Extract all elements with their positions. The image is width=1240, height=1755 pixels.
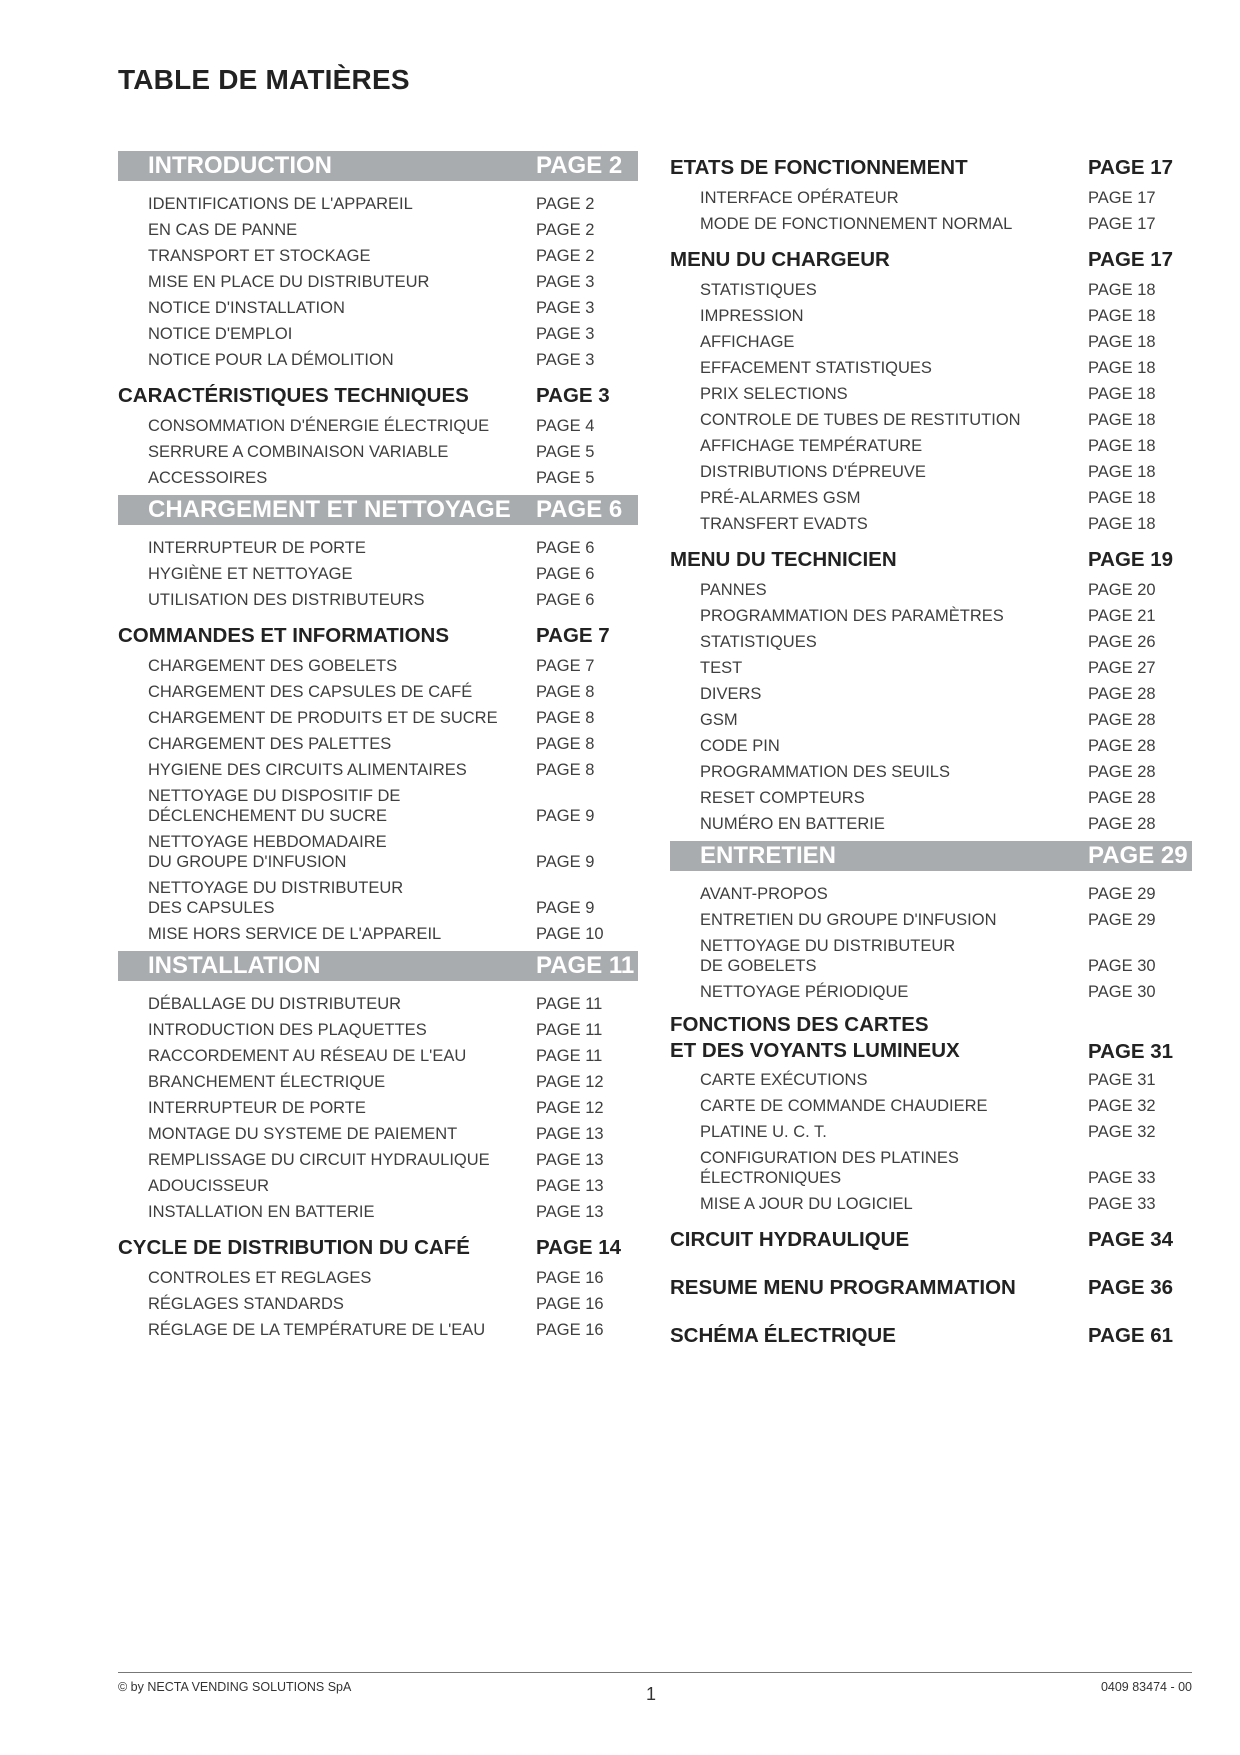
- entry-title: ADOUCISSEUR: [148, 1177, 270, 1195]
- toc-entry[interactable]: [118, 561, 638, 587]
- entry-page-ref: PAGE 13: [536, 1177, 604, 1195]
- toc-entry[interactable]: [670, 1119, 1192, 1145]
- entry-page-ref: PAGE 16: [536, 1321, 604, 1339]
- section-page-ref: PAGE 34: [1088, 1228, 1174, 1251]
- entry-page-ref: PAGE 18: [1088, 385, 1156, 403]
- entry-page-ref: PAGE 11: [536, 995, 603, 1013]
- toc-entry[interactable]: [118, 829, 638, 875]
- section-title: MENU DU CHARGEUR: [670, 248, 890, 271]
- toc-entry[interactable]: [118, 1317, 638, 1343]
- entry-title: PRIX SELECTIONS: [700, 385, 848, 403]
- toc-entry[interactable]: [670, 681, 1192, 707]
- toc-entry[interactable]: [118, 731, 638, 757]
- entry-page-ref: PAGE 8: [536, 761, 595, 779]
- toc-entry[interactable]: [118, 653, 638, 679]
- toc-entry-list: [118, 1265, 638, 1343]
- toc-entry[interactable]: [670, 459, 1192, 485]
- toc-entry[interactable]: [118, 347, 638, 373]
- toc-entry[interactable]: [670, 707, 1192, 733]
- entry-title: NOTICE D'EMPLOI: [148, 325, 293, 343]
- toc-entry[interactable]: [118, 1043, 638, 1069]
- entry-page-ref: PAGE 20: [1088, 581, 1156, 599]
- entry-title: MISE EN PLACE DU DISTRIBUTEUR: [148, 273, 430, 291]
- entry-title: RESET COMPTEURS: [700, 789, 865, 807]
- entry-page-ref: PAGE 30: [1088, 957, 1156, 975]
- entry-page-ref: PAGE 29: [1088, 885, 1156, 903]
- toc-entry[interactable]: [670, 511, 1192, 537]
- section-title: MENU DU TECHNICIEN: [670, 548, 897, 571]
- toc-entry[interactable]: [118, 1147, 638, 1173]
- line: DÉCLENCHEMENT DU SUCRE: [148, 807, 387, 825]
- toc-entry[interactable]: [118, 705, 638, 731]
- toc-right-column: [670, 151, 1192, 1361]
- line: CONFIGURATION DES PLATINES: [700, 1149, 959, 1167]
- section-page-ref: PAGE 6: [536, 496, 623, 523]
- entry-page-ref: PAGE 33: [1088, 1195, 1156, 1213]
- toc-section-heading[interactable]: [670, 543, 1192, 577]
- entry-page-ref: PAGE 18: [1088, 411, 1156, 429]
- entry-title: AVANT-PROPOS: [700, 885, 828, 903]
- entry-page-ref: PAGE 26: [1088, 633, 1156, 651]
- entry-title: MISE A JOUR DU LOGICIEL: [700, 1195, 913, 1213]
- toc-entry[interactable]: [670, 433, 1192, 459]
- toc-entry[interactable]: [118, 679, 638, 705]
- entry-title: DISTRIBUTIONS D'ÉPREUVE: [700, 463, 926, 481]
- entry-title: INTERRUPTEUR DE PORTE: [148, 539, 366, 557]
- entry-page-ref: PAGE 21: [1088, 607, 1156, 625]
- entry-title: TRANSPORT ET STOCKAGE: [148, 247, 371, 265]
- section-title: CARACTÉRISTIQUES TECHNIQUES: [118, 384, 469, 407]
- spacer: [670, 1305, 1192, 1313]
- toc-section-heading[interactable]: [118, 619, 638, 653]
- entry-title: INSTALLATION EN BATTERIE: [148, 1203, 375, 1221]
- toc-section-heading[interactable]: [670, 1011, 1192, 1067]
- section-title: ENTRETIEN: [700, 842, 837, 869]
- entry-title: CONTROLE DE TUBES DE RESTITUTION: [700, 411, 1021, 429]
- section-page-ref: PAGE 36: [1088, 1276, 1174, 1299]
- section-page-ref: PAGE 14: [536, 1236, 622, 1259]
- entry-page-ref: PAGE 18: [1088, 489, 1156, 507]
- section-page-ref: PAGE 17: [1088, 156, 1174, 179]
- toc-entry[interactable]: [118, 875, 638, 921]
- toc-entry[interactable]: [670, 629, 1192, 655]
- entry-title: MISE HORS SERVICE DE L'APPAREIL: [148, 925, 442, 943]
- entry-title: MONTAGE DU SYSTEME DE PAIEMENT: [148, 1125, 458, 1143]
- toc-entry[interactable]: [670, 785, 1192, 811]
- entry-page-ref: PAGE 2: [536, 221, 595, 239]
- entry-page-ref: PAGE 18: [1088, 359, 1156, 377]
- line: FONCTIONS DES CARTES: [670, 1013, 929, 1036]
- toc-entry[interactable]: [118, 921, 638, 947]
- section-title: ETATS DE FONCTIONNEMENT: [670, 156, 968, 179]
- toc-entry-list: [118, 535, 638, 613]
- entry-page-ref: PAGE 3: [536, 325, 595, 343]
- entry-page-ref: PAGE 16: [536, 1269, 604, 1287]
- section-title: COMMANDES ET INFORMATIONS: [118, 624, 450, 647]
- entry-page-ref: PAGE 2: [536, 195, 595, 213]
- toc-entry[interactable]: [118, 243, 638, 269]
- entry-page-ref: PAGE 6: [536, 565, 595, 583]
- entry-page-ref: PAGE 3: [536, 273, 595, 291]
- toc-entry-list: [118, 991, 638, 1225]
- spacer: [670, 1353, 1192, 1361]
- entry-page-ref: PAGE 5: [536, 443, 595, 461]
- entry-title: CONTROLES ET REGLAGES: [148, 1269, 372, 1287]
- entry-page-ref: PAGE 11: [536, 1021, 603, 1039]
- entry-title: HYGIENE DES CIRCUITS ALIMENTAIRES: [148, 761, 467, 779]
- entry-page-ref: PAGE 7: [536, 657, 595, 675]
- line: DU GROUPE D'INFUSION: [148, 853, 347, 871]
- toc-entry[interactable]: [118, 757, 638, 783]
- toc-entry-list: [118, 191, 638, 373]
- toc-entry[interactable]: [670, 759, 1192, 785]
- entry-page-ref: PAGE 28: [1088, 737, 1156, 755]
- entry-page-ref: PAGE 28: [1088, 685, 1156, 703]
- section-title: CHARGEMENT ET NETTOYAGE: [148, 496, 511, 523]
- toc-entry[interactable]: [118, 217, 638, 243]
- section-title: CIRCUIT HYDRAULIQUE: [670, 1228, 910, 1251]
- toc-entry[interactable]: [670, 577, 1192, 603]
- toc-section-heading[interactable]: [118, 1231, 638, 1265]
- entry-title: PROGRAMMATION DES SEUILS: [700, 763, 950, 781]
- entry-page-ref: PAGE 3: [536, 351, 595, 369]
- toc-entry-list: [670, 1067, 1192, 1217]
- toc-entry[interactable]: [670, 1191, 1192, 1217]
- section-title: RESUME MENU PROGRAMMATION: [670, 1276, 1016, 1299]
- toc-entry[interactable]: [670, 277, 1192, 303]
- entry-title: EFFACEMENT STATISTIQUES: [700, 359, 932, 377]
- entry-title: PANNES: [700, 581, 767, 599]
- entry-title: [148, 829, 387, 872]
- toc-entry[interactable]: [670, 655, 1192, 681]
- toc-entry[interactable]: [670, 881, 1192, 907]
- entry-title: RACCORDEMENT AU RÉSEAU DE L'EAU: [148, 1047, 467, 1065]
- entry-title: MODE DE FONCTIONNEMENT NORMAL: [700, 215, 1013, 233]
- toc-entry[interactable]: [118, 191, 638, 217]
- entry-title: [700, 1145, 959, 1188]
- toc-entry-list: [670, 577, 1192, 837]
- entry-page-ref: PAGE 28: [1088, 711, 1156, 729]
- toc-entry[interactable]: [118, 295, 638, 321]
- entry-title: INTERFACE OPÉRATEUR: [700, 189, 899, 207]
- entry-title: [148, 783, 400, 826]
- entry-page-ref: PAGE 27: [1088, 659, 1156, 677]
- entry-page-ref: PAGE 9: [536, 899, 595, 917]
- entry-page-ref: PAGE 18: [1088, 333, 1156, 351]
- entry-title: NOTICE POUR LA DÉMOLITION: [148, 351, 394, 369]
- entry-page-ref: PAGE 13: [536, 1203, 604, 1221]
- entry-title: INTRODUCTION DES PLAQUETTES: [148, 1021, 427, 1039]
- entry-title: IDENTIFICATIONS DE L'APPAREIL: [148, 195, 413, 213]
- section-title: SCHÉMA ÉLECTRIQUE: [670, 1324, 896, 1347]
- toc-section-heading[interactable]: [670, 1223, 1192, 1257]
- entry-page-ref: PAGE 10: [536, 925, 604, 943]
- footer-divider: [118, 1672, 1192, 1673]
- line: DES CAPSULES: [148, 899, 275, 917]
- entry-title: PROGRAMMATION DES PARAMÈTRES: [700, 607, 1004, 625]
- entry-title: SERRURE A COMBINAISON VARIABLE: [148, 443, 449, 461]
- toc-entry[interactable]: [118, 439, 638, 465]
- toc-entry[interactable]: [118, 321, 638, 347]
- entry-page-ref: PAGE 17: [1088, 189, 1156, 207]
- toc-entry[interactable]: [670, 979, 1192, 1005]
- entry-title: REMPLISSAGE DU CIRCUIT HYDRAULIQUE: [148, 1151, 490, 1169]
- entry-title: CHARGEMENT DES CAPSULES DE CAFÉ: [148, 683, 473, 701]
- entry-title: ENTRETIEN DU GROUPE D'INFUSION: [700, 911, 997, 929]
- toc-section-heading[interactable]: [670, 841, 1192, 871]
- entry-title: PRÉ-ALARMES GSM: [700, 489, 861, 507]
- entry-title: NOTICE D'INSTALLATION: [148, 299, 345, 317]
- entry-title: GSM: [700, 711, 738, 729]
- toc-entry[interactable]: [118, 1017, 638, 1043]
- entry-page-ref: PAGE 8: [536, 683, 595, 701]
- entry-title: NETTOYAGE PÉRIODIQUE: [700, 983, 909, 1001]
- entry-title: AFFICHAGE TEMPÉRATURE: [700, 437, 923, 455]
- toc-entry[interactable]: [670, 1145, 1192, 1191]
- entry-page-ref: PAGE 32: [1088, 1123, 1156, 1141]
- toc-section-heading[interactable]: [670, 1271, 1192, 1305]
- entry-title: EN CAS DE PANNE: [148, 221, 298, 239]
- toc-entry[interactable]: [670, 933, 1192, 979]
- toc-entry[interactable]: [670, 407, 1192, 433]
- entry-page-ref: PAGE 33: [1088, 1169, 1156, 1187]
- entry-page-ref: PAGE 28: [1088, 763, 1156, 781]
- section-title: INTRODUCTION: [148, 152, 332, 179]
- entry-title: CONSOMMATION D'ÉNERGIE ÉLECTRIQUE: [148, 417, 490, 435]
- line: NETTOYAGE DU DISPOSITIF DE: [148, 787, 401, 805]
- entry-page-ref: PAGE 6: [536, 591, 595, 609]
- toc-entry[interactable]: [670, 381, 1192, 407]
- section-title: [670, 1012, 960, 1064]
- entry-page-ref: PAGE 30: [1088, 983, 1156, 1001]
- entry-title: [700, 933, 955, 976]
- footer-doc-code: 0409 83474 - 00: [1100, 1680, 1192, 1694]
- entry-page-ref: PAGE 8: [536, 735, 595, 753]
- entry-page-ref: PAGE 32: [1088, 1097, 1156, 1115]
- entry-title: NUMÉRO EN BATTERIE: [700, 815, 885, 833]
- entry-title: AFFICHAGE: [700, 333, 795, 351]
- toc-entry[interactable]: [118, 465, 638, 491]
- entry-page-ref: PAGE 5: [536, 469, 595, 487]
- toc-entry[interactable]: [118, 1265, 638, 1291]
- toc-entry[interactable]: [118, 1069, 638, 1095]
- toc-section-heading[interactable]: [118, 951, 638, 981]
- section-title: INSTALLATION: [148, 952, 321, 979]
- line: NETTOYAGE DU DISTRIBUTEUR: [148, 879, 404, 897]
- entry-page-ref: PAGE 8: [536, 709, 595, 727]
- toc-entry[interactable]: [118, 1095, 638, 1121]
- toc-section-heading[interactable]: [118, 151, 638, 181]
- toc-entry[interactable]: [670, 211, 1192, 237]
- section-page-ref: PAGE 2: [536, 152, 623, 179]
- page-title: TABLE DE MATIÈRES: [118, 64, 410, 95]
- toc-entry[interactable]: [118, 413, 638, 439]
- entry-page-ref: PAGE 6: [536, 539, 595, 557]
- entry-page-ref: PAGE 12: [536, 1099, 604, 1117]
- entry-title: TEST: [700, 659, 743, 677]
- line: NETTOYAGE HEBDOMADAIRE: [148, 833, 387, 851]
- entry-page-ref: PAGE 28: [1088, 815, 1156, 833]
- spacer: [670, 1257, 1192, 1265]
- toc-section-heading[interactable]: [118, 379, 638, 413]
- section-title: CYCLE DE DISTRIBUTION DU CAFÉ: [118, 1236, 470, 1259]
- toc-entry-list: [670, 185, 1192, 237]
- entry-title: ACCESSOIRES: [148, 469, 268, 487]
- entry-page-ref: PAGE 18: [1088, 437, 1156, 455]
- entry-page-ref: PAGE 16: [536, 1295, 604, 1313]
- toc-entry[interactable]: [670, 603, 1192, 629]
- section-page-ref: PAGE 3: [536, 384, 610, 407]
- entry-page-ref: PAGE 18: [1088, 515, 1156, 533]
- line: ÉLECTRONIQUES: [700, 1169, 842, 1187]
- toc-entry[interactable]: [118, 991, 638, 1017]
- line: DE GOBELETS: [700, 957, 817, 975]
- toc-entry-list: [670, 881, 1192, 1005]
- section-page-ref: PAGE 17: [1088, 248, 1174, 271]
- entry-page-ref: PAGE 11: [536, 1047, 603, 1065]
- toc-entry-list: [118, 413, 638, 491]
- toc-entry[interactable]: [670, 329, 1192, 355]
- entry-title: RÉGLAGE DE LA TEMPÉRATURE DE L'EAU: [148, 1321, 486, 1339]
- toc-entry[interactable]: [118, 1173, 638, 1199]
- toc-entry[interactable]: [670, 907, 1192, 933]
- line: NETTOYAGE DU DISTRIBUTEUR: [700, 937, 956, 955]
- toc-entry-list: [118, 653, 638, 947]
- entry-title: UTILISATION DES DISTRIBUTEURS: [148, 591, 425, 609]
- entry-title: CHARGEMENT DE PRODUITS ET DE SUCRE: [148, 709, 498, 727]
- entry-title: BRANCHEMENT ÉLECTRIQUE: [148, 1073, 386, 1091]
- toc-entry[interactable]: [670, 485, 1192, 511]
- entry-title: [148, 875, 403, 918]
- footer-copyright: © by NECTA VENDING SOLUTIONS SpA: [118, 1680, 352, 1694]
- entry-page-ref: PAGE 28: [1088, 789, 1156, 807]
- entry-page-ref: PAGE 18: [1088, 463, 1156, 481]
- toc-entry[interactable]: [670, 303, 1192, 329]
- entry-title: STATISTIQUES: [700, 633, 817, 651]
- section-page-ref: PAGE 61: [1088, 1324, 1174, 1347]
- toc-entry[interactable]: [118, 1121, 638, 1147]
- toc-entry[interactable]: [118, 587, 638, 613]
- section-page-ref: PAGE 11: [536, 952, 635, 979]
- toc-entry[interactable]: [118, 1291, 638, 1317]
- toc-left-column: [118, 151, 638, 1347]
- section-page-ref: PAGE 19: [1088, 548, 1174, 571]
- toc-entry[interactable]: [670, 1067, 1192, 1093]
- toc-entry[interactable]: [670, 185, 1192, 211]
- toc-entry[interactable]: [670, 355, 1192, 381]
- entry-page-ref: PAGE 13: [536, 1151, 604, 1169]
- toc-entry-list: [670, 277, 1192, 537]
- toc-entry[interactable]: [670, 733, 1192, 759]
- section-page-ref: PAGE 29: [1088, 842, 1188, 869]
- toc-section-heading[interactable]: [670, 1319, 1192, 1353]
- entry-title: IMPRESSION: [700, 307, 804, 325]
- entry-title: STATISTIQUES: [700, 281, 817, 299]
- entry-title: PLATINE U. C. T.: [700, 1123, 827, 1141]
- entry-title: CARTE EXÉCUTIONS: [700, 1071, 868, 1089]
- toc-section-heading[interactable]: [670, 151, 1192, 185]
- entry-page-ref: PAGE 31: [1088, 1071, 1156, 1089]
- entry-page-ref: PAGE 4: [536, 417, 595, 435]
- entry-title: CODE PIN: [700, 737, 780, 755]
- entry-title: RÉGLAGES STANDARDS: [148, 1295, 344, 1313]
- entry-title: DÉBALLAGE DU DISTRIBUTEUR: [148, 995, 402, 1013]
- entry-page-ref: PAGE 17: [1088, 215, 1156, 233]
- toc-entry[interactable]: [118, 535, 638, 561]
- section-page-ref: PAGE 7: [536, 624, 610, 647]
- toc-section-heading[interactable]: [118, 495, 638, 525]
- toc-entry[interactable]: [670, 811, 1192, 837]
- entry-page-ref: PAGE 18: [1088, 307, 1156, 325]
- toc-entry[interactable]: [118, 783, 638, 829]
- entry-page-ref: PAGE 9: [536, 807, 595, 825]
- footer-page-number: 1: [646, 1684, 657, 1704]
- toc-entry[interactable]: [118, 269, 638, 295]
- entry-page-ref: PAGE 29: [1088, 911, 1156, 929]
- line: ET DES VOYANTS LUMINEUX: [670, 1039, 960, 1062]
- entry-title: CHARGEMENT DES PALETTES: [148, 735, 392, 753]
- entry-title: TRANSFERT EVADTS: [700, 515, 868, 533]
- section-page-ref: PAGE 31: [1088, 1040, 1174, 1063]
- entry-title: DIVERS: [700, 685, 762, 703]
- entry-page-ref: PAGE 3: [536, 299, 595, 317]
- entry-title: CHARGEMENT DES GOBELETS: [148, 657, 398, 675]
- entry-page-ref: PAGE 2: [536, 247, 595, 265]
- toc-entry[interactable]: [670, 1093, 1192, 1119]
- entry-title: HYGIÈNE ET NETTOYAGE: [148, 565, 353, 583]
- entry-page-ref: PAGE 12: [536, 1073, 604, 1091]
- entry-title: CARTE DE COMMANDE CHAUDIERE: [700, 1097, 988, 1115]
- toc-entry[interactable]: [118, 1199, 638, 1225]
- entry-page-ref: PAGE 18: [1088, 281, 1156, 299]
- toc-section-heading[interactable]: [670, 243, 1192, 277]
- entry-title: INTERRUPTEUR DE PORTE: [148, 1099, 366, 1117]
- entry-page-ref: PAGE 9: [536, 853, 595, 871]
- entry-page-ref: PAGE 13: [536, 1125, 604, 1143]
